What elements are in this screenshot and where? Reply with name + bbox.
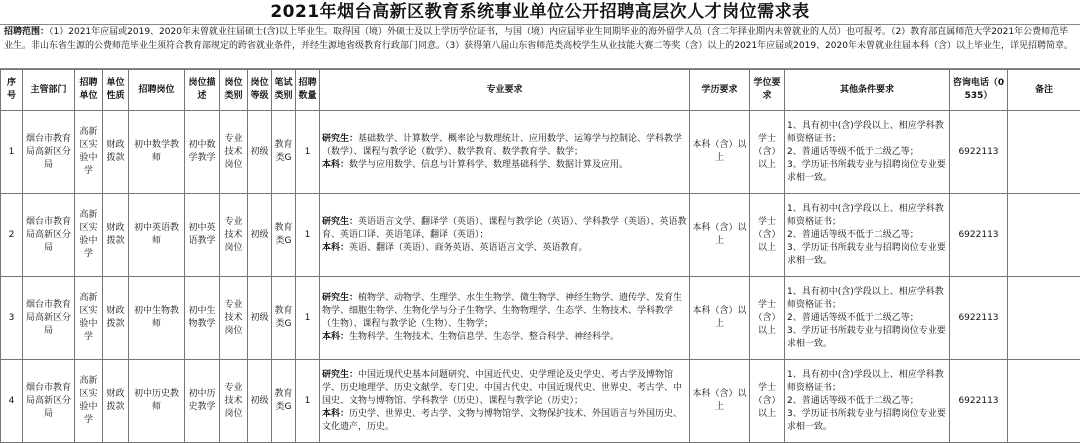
- cell-level: 初级: [248, 277, 272, 360]
- header-phone: 咨询电话（0535）: [950, 70, 1008, 111]
- condition-1: 1、具有初中(含)学段以上、相应学科教师资格证书；: [787, 120, 947, 146]
- cell-major: [320, 194, 690, 277]
- grad-label: 研究生：: [322, 134, 358, 144]
- cell-desc: 初中历史教学: [185, 360, 220, 443]
- condition-2: 2、普通话等级不低于二级乙等；: [787, 395, 947, 408]
- cell-edu: 本科（含）以上: [690, 111, 750, 194]
- cell-major: [320, 360, 690, 443]
- cell-degree: 学士（含）以上: [750, 194, 785, 277]
- scope-label: 招聘范围：: [4, 27, 49, 37]
- table-row: [1, 277, 1080, 360]
- cell-category: 专业技术岗位: [220, 194, 248, 277]
- cell-exam: 教育类G: [272, 111, 296, 194]
- ug-majors: 英语、翻译（英语）、商务英语、英语语言文学、英语教育。: [349, 243, 588, 253]
- cell-remark: [1008, 194, 1080, 277]
- grad-label: 研究生：: [322, 370, 358, 380]
- cell-count: 1: [296, 277, 320, 360]
- cell-no: 3: [1, 277, 23, 360]
- positions-table: [0, 69, 1080, 443]
- cell-other: [785, 360, 950, 443]
- header-desc: 岗位描述: [185, 70, 220, 111]
- cell-no: 1: [1, 111, 23, 194]
- cell-nature: 财政拨款: [103, 277, 129, 360]
- ug-majors: 生物科学、生物技术、生物信息学、生态学、整合科学、神经科学。: [349, 332, 619, 342]
- cell-dept: 烟台市教育局高新区分局: [23, 360, 75, 443]
- header-level: 岗位等级: [248, 70, 272, 111]
- condition-2: 2、普通话等级不低于二级乙等；: [787, 312, 947, 325]
- ug-label: 本科：: [322, 332, 349, 342]
- header-exam: 笔试类别: [272, 70, 296, 111]
- cell-major: [320, 111, 690, 194]
- cell-count: 1: [296, 194, 320, 277]
- condition-3: 3、学历证书所载专业与招聘岗位专业要求相一致。: [787, 408, 947, 434]
- header-degree: 学位要求: [750, 70, 785, 111]
- cell-post: 初中生物教师: [129, 277, 185, 360]
- page-title: 2021年烟台高新区教育系统事业单位公开招聘高层次人才岗位需求表: [0, 0, 1080, 24]
- header-remark: 备注: [1008, 70, 1080, 111]
- cell-post: 初中历史教师: [129, 360, 185, 443]
- cell-no: 2: [1, 194, 23, 277]
- cell-degree: 学士（含）以上: [750, 360, 785, 443]
- cell-category: 专业技术岗位: [220, 360, 248, 443]
- cell-nature: 财政拨款: [103, 194, 129, 277]
- condition-3: 3、学历证书所载专业与招聘岗位专业要求相一致。: [787, 159, 947, 185]
- header-unit: 招聘单位: [75, 70, 103, 111]
- cell-edu: 本科（含）以上: [690, 194, 750, 277]
- ug-majors: 数学与应用数学、信息与计算科学、数理基础科学、数据计算及应用。: [349, 160, 628, 170]
- cell-desc: 初中生物教学: [185, 277, 220, 360]
- condition-1: 1、具有初中(含)学段以上、相应学科教师资格证书；: [787, 203, 947, 229]
- cell-count: 1: [296, 360, 320, 443]
- grad-majors: 基础数学、计算数学、概率论与数理统计、应用数学、运筹学与控制论、学科教学（数学）、课程与教学论（数学）、数学教育、数学教育学、数学；: [322, 134, 682, 157]
- cell-category: 专业技术岗位: [220, 111, 248, 194]
- cell-exam: 教育类G: [272, 277, 296, 360]
- cell-other: [785, 277, 950, 360]
- condition-2: 2、普通话等级不低于二级乙等；: [787, 146, 947, 159]
- cell-degree: 学士（含）以上: [750, 111, 785, 194]
- cell-other: [785, 194, 950, 277]
- header-post: 招聘岗位: [129, 70, 185, 111]
- table-row: [1, 111, 1080, 194]
- cell-remark: [1008, 111, 1080, 194]
- table-header-row: [1, 70, 1080, 111]
- header-nature: 单位性质: [103, 70, 129, 111]
- header-category: 岗位类别: [220, 70, 248, 111]
- header-count: 招聘数量: [296, 70, 320, 111]
- table-row: [1, 194, 1080, 277]
- recruitment-scope: [0, 24, 1080, 69]
- cell-dept: 烟台市教育局高新区分局: [23, 194, 75, 277]
- cell-post: 初中英语教师: [129, 194, 185, 277]
- cell-nature: 财政拨款: [103, 360, 129, 443]
- condition-1: 1、具有初中(含)学段以上、相应学科教师资格证书；: [787, 286, 947, 312]
- header-edu: 学历要求: [690, 70, 750, 111]
- cell-count: 1: [296, 111, 320, 194]
- cell-remark: [1008, 360, 1080, 443]
- condition-1: 1、具有初中(含)学段以上、相应学科教师资格证书；: [787, 369, 947, 395]
- ug-label: 本科：: [322, 243, 349, 253]
- cell-no: 4: [1, 360, 23, 443]
- cell-exam: 教育类G: [272, 360, 296, 443]
- cell-desc: 初中数学教学: [185, 111, 220, 194]
- condition-3: 3、学历证书所载专业与招聘岗位专业要求相一致。: [787, 242, 947, 268]
- ug-majors: 历史学、世界史、考古学、文物与博物馆学、文物保护技术、外国语言与外国历史、文化遗产，历史。: [322, 409, 682, 432]
- condition-2: 2、普通话等级不低于二级乙等；: [787, 229, 947, 242]
- cell-dept: 烟台市教育局高新区分局: [23, 277, 75, 360]
- ug-label: 本科：: [322, 160, 349, 170]
- cell-unit: 高新区实验中学: [75, 111, 103, 194]
- cell-level: 初级: [248, 194, 272, 277]
- grad-label: 研究生：: [322, 293, 358, 303]
- cell-other: [785, 111, 950, 194]
- cell-unit: 高新区实验中学: [75, 360, 103, 443]
- grad-majors: 中国近现代史基本问题研究、中国近代史、史学理论及史学史、考古学及博物馆学、历史地理学、历史文献学、专门史、中国古代史、中国近现代史、世界史、考古学、中国史、文物与博物馆、学科教学（历史）、课程与教学论（历史）；: [322, 370, 682, 406]
- grad-majors: 英语语言文学、翻译学（英语）、课程与教学论（英语）、学科教学（英语）、英语教育、英语口译、英语笔译、翻译（英语）；: [322, 217, 687, 240]
- cell-post: 初中数学教师: [129, 111, 185, 194]
- table-row: [1, 360, 1080, 443]
- cell-edu: 本科（含）以上: [690, 360, 750, 443]
- ug-label: 本科：: [322, 409, 349, 419]
- cell-phone: 6922113: [950, 277, 1008, 360]
- cell-exam: 教育类G: [272, 194, 296, 277]
- cell-phone: 6922113: [950, 360, 1008, 443]
- header-no: 序号: [1, 70, 23, 111]
- header-major: 专业要求: [320, 70, 690, 111]
- cell-desc: 初中英语教学: [185, 194, 220, 277]
- cell-dept: 烟台市教育局高新区分局: [23, 111, 75, 194]
- cell-remark: [1008, 277, 1080, 360]
- cell-degree: 学士（含）以上: [750, 277, 785, 360]
- cell-nature: 财政拨款: [103, 111, 129, 194]
- cell-unit: 高新区实验中学: [75, 194, 103, 277]
- header-dept: 主管部门: [23, 70, 75, 111]
- grad-majors: 植物学、动物学、生理学、水生生物学、微生物学、神经生物学、遗传学、发育生物学、细胞生物学、生物化学与分子生物学、生物物理学、生态学、生物技术、学科教学（生物）、课程与教学论（生物）、生物学；: [322, 293, 682, 329]
- condition-3: 3、学历证书所载专业与招聘岗位专业要求相一致。: [787, 325, 947, 351]
- cell-major: [320, 277, 690, 360]
- cell-level: 初级: [248, 360, 272, 443]
- cell-phone: 6922113: [950, 111, 1008, 194]
- cell-phone: 6922113: [950, 194, 1008, 277]
- grad-label: 研究生：: [322, 217, 358, 227]
- cell-level: 初级: [248, 111, 272, 194]
- cell-category: 专业技术岗位: [220, 277, 248, 360]
- header-other: 其他条件要求: [785, 70, 950, 111]
- cell-unit: 高新区实验中学: [75, 277, 103, 360]
- scope-text: （1）2021年应届或2019、2020年未曾就业往届硕士(含)以上毕业生。取得国（境）外硕士及以上学历学位证书，与国（境）内应届毕业生同期毕业的海外留学人员（含二年择业期内未曾就业的人员）也可报考。（2）教育部直属师范大学2021年公费师范毕业生。非山东省生源的公费师范毕业生须符合教育部规定的跨省就业条件，并经生源地省级教育行政部门同意。（3）获得第八届山东省师范类高校学生从业技能大赛二等奖（含）以上的2021年应届或2019、2020年未曾就业往届本科（含）以上毕业生，详见招聘简章。: [4, 27, 1073, 51]
- cell-edu: 本科（含）以上: [690, 277, 750, 360]
